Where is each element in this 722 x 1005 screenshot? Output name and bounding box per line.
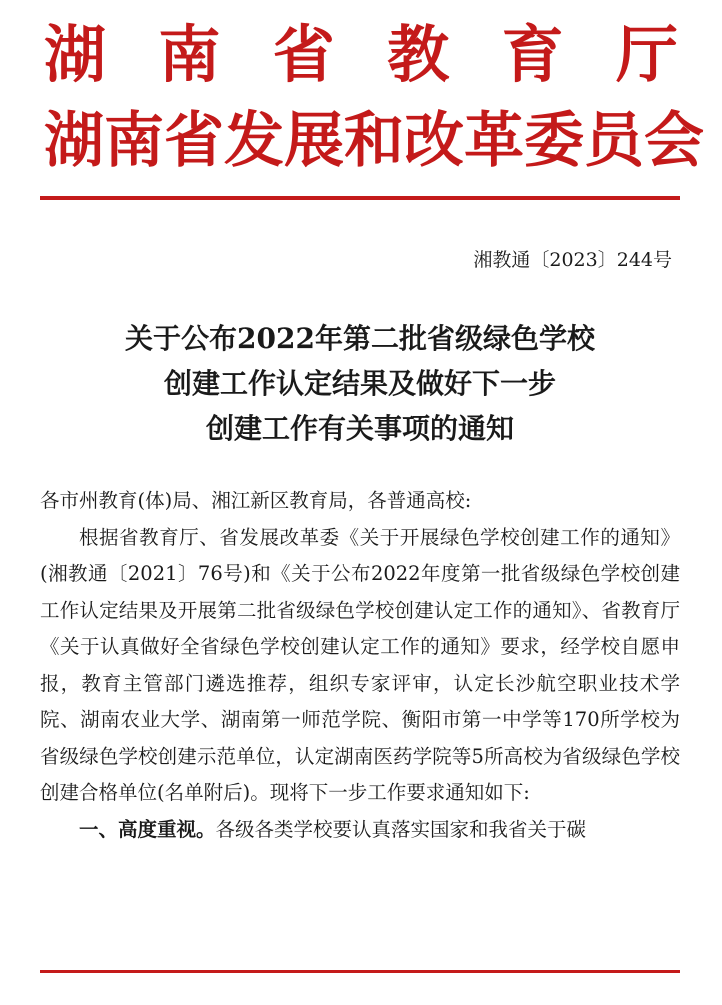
issuer-development-reform-commission: 湖南省发展和改革委员会	[44, 106, 704, 176]
section-1-text: 各级各类学校要认真落实国家和我省关于碳	[215, 817, 587, 841]
title-line-2: 创建工作认定结果及做好下一步	[163, 367, 556, 400]
notice-title	[40, 316, 680, 451]
issuer-education-department: 湖南省教育厅	[44, 18, 678, 91]
notice-body	[40, 483, 680, 848]
body-section-1	[40, 812, 680, 849]
title-line-3: 创建工作有关事项的通知	[205, 412, 514, 445]
section-1-heading: 一、高度重视。	[79, 817, 216, 841]
footer-red-rule	[40, 970, 680, 973]
header-red-rule	[40, 196, 680, 200]
title-line-1: 关于公布2022年第二批省级绿色学校	[125, 322, 595, 355]
salutation: 各市州教育(体)局、湘江新区教育局，各普通高校:	[40, 489, 472, 512]
document-number: 湘教通〔2023〕244号	[473, 249, 672, 271]
body-paragraph-1: 根据省教育厅、省发展改革委《关于开展绿色学校创建工作的通知》(湘教通〔2021〕76号)和《关于公布2022年度第一批省级绿色学校创建工作认定结果及开展第二批省级绿色学校创建认定工作的通知》、省教育厅《关于认真做好全省绿色学校创建认定工作的通知》要求，经学校自愿申报，教育主管部门遴选推荐，组织专家评审，认定长沙航空职业技术学院、湖南农业大学、湖南第一师范学院、衡阳市第一中学等170所学校为省级绿色学校创建示范单位，认定湖南医药学院等5所高校为省级绿色学校创建合格单位(名单附后)。现将下一步工作要求通知如下:	[40, 525, 680, 804]
